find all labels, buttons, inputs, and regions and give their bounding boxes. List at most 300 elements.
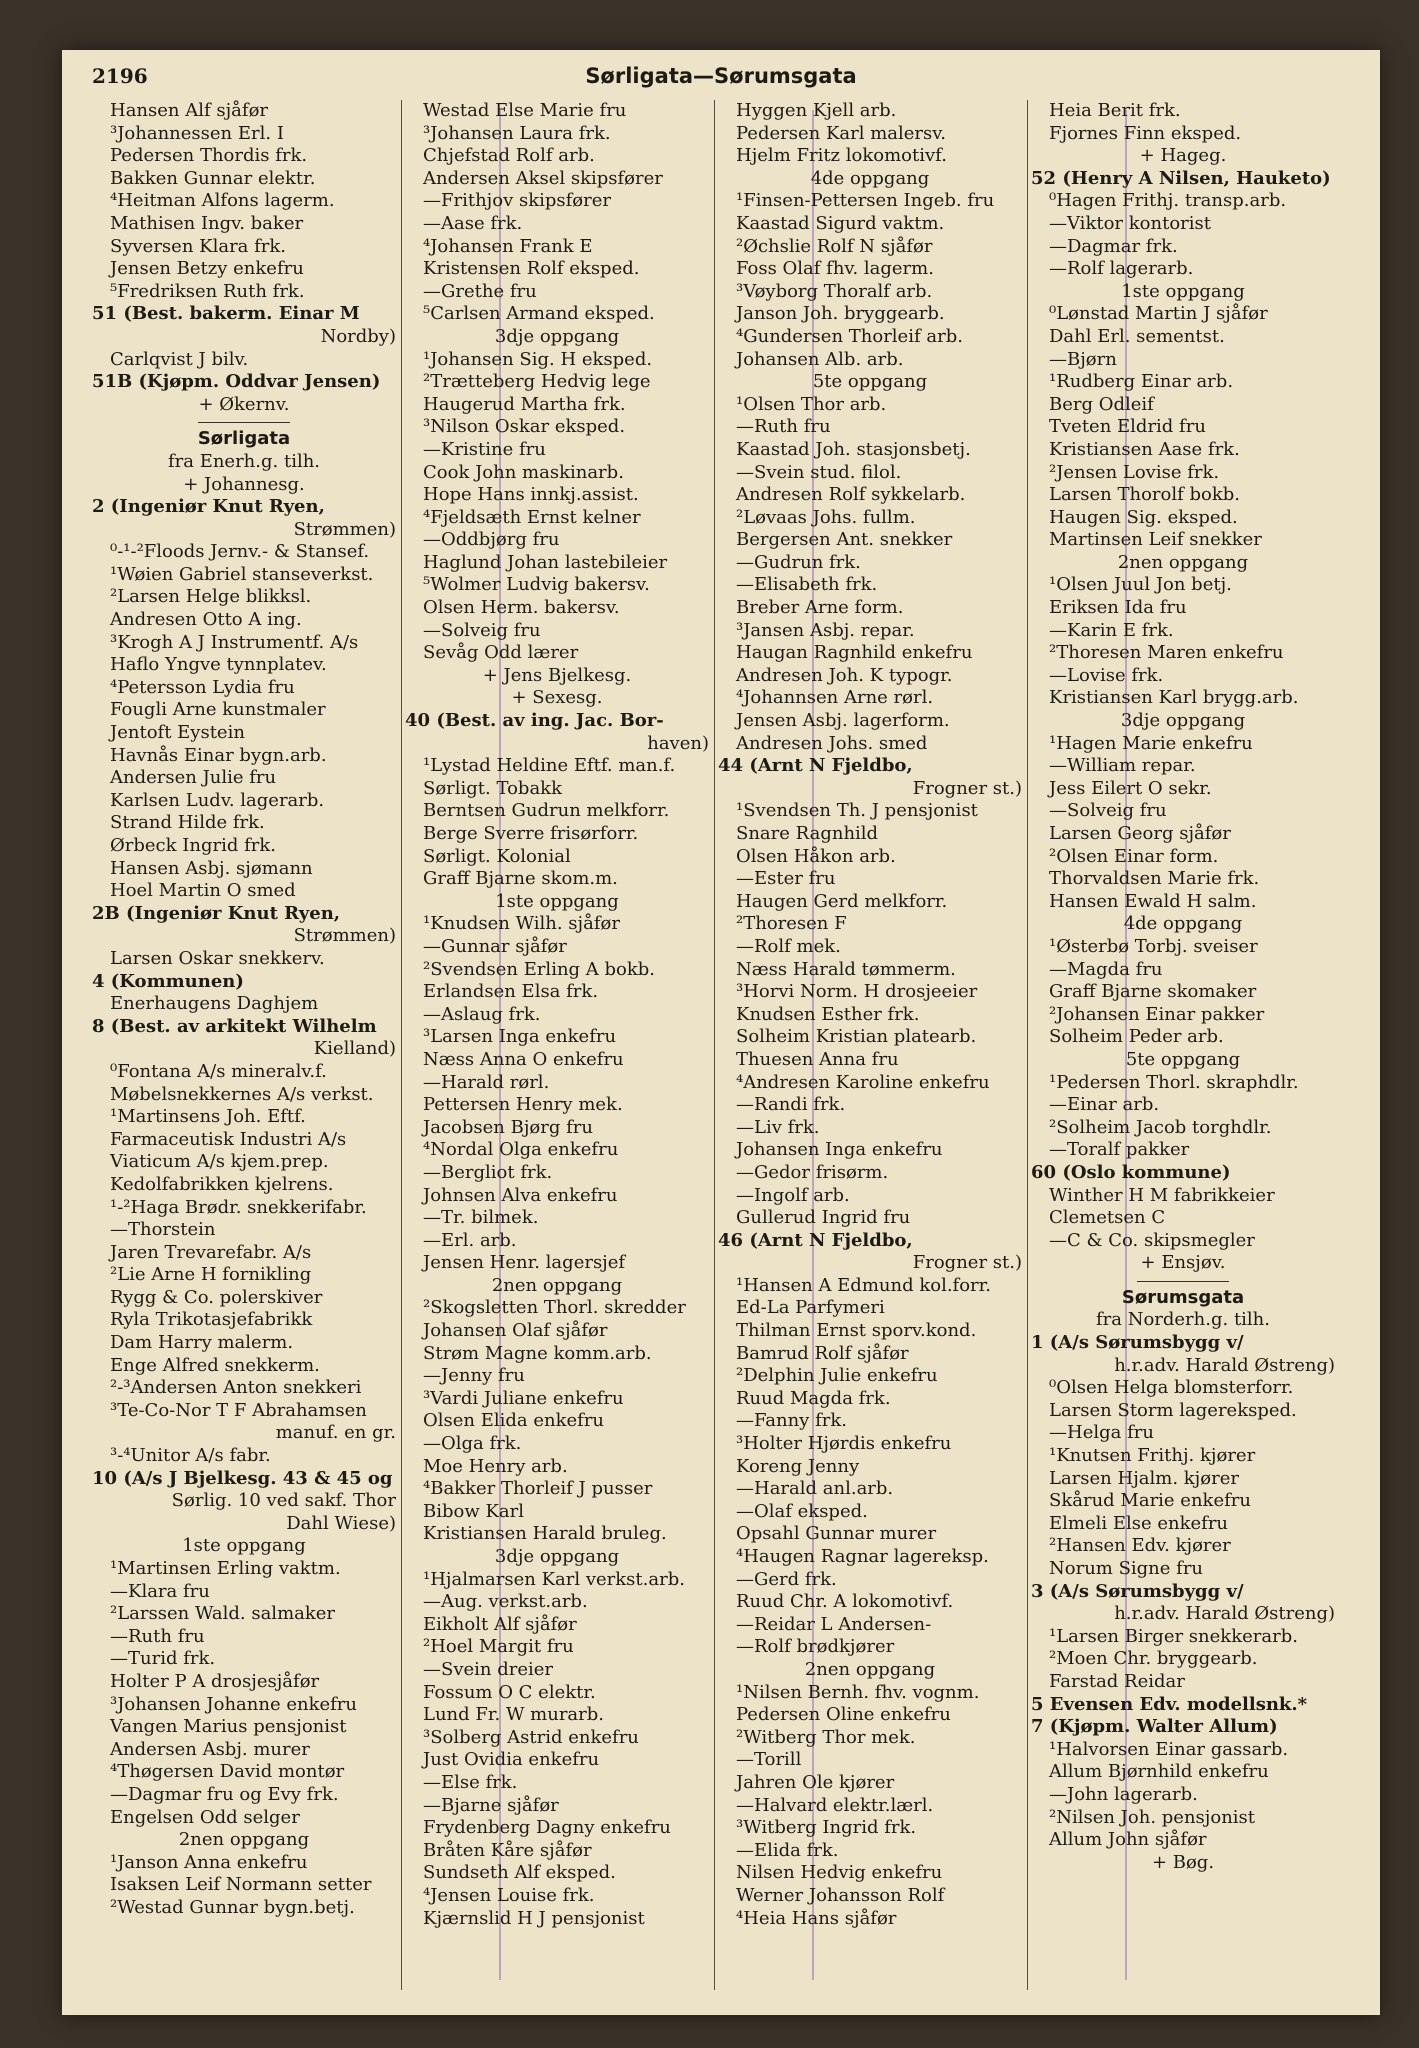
resident-entry: —Svein stud. filol. (736, 461, 902, 483)
resident-entry: Fossum O C elektr. (423, 1681, 596, 1703)
address-entry: 51 (Best. bakerm. Einar M (92, 303, 360, 325)
resident-entry: Hjelm Fritz lokomotivf. (736, 145, 947, 167)
resident-entry: ³Vardi Juliane enkefru (423, 1387, 624, 1409)
resident-entry: —Lovise frk. (1049, 664, 1164, 686)
resident-entry: —William repar. (1049, 755, 1196, 777)
resident-entry: ⁵Wolmer Ludvig bakersv. (423, 574, 650, 596)
resident-entry: Carlqvist J bilv. (110, 348, 249, 370)
resident-entry: Andersen Aksel skipsfører (423, 167, 663, 189)
resident-entry: —Randi frk. (736, 1094, 846, 1116)
resident-entry: —Dagmar fru og Evy frk. (110, 1783, 339, 1805)
resident-entry: Andersen Asbj. murer (110, 1738, 310, 1760)
resident-entry: ³Te-Co-Nor T F Abrahamsen (110, 1399, 367, 1421)
resident-entry: Berg Odleif (1049, 393, 1154, 415)
resident-entry: ²Witberg Thor mek. (736, 1726, 916, 1748)
resident-entry: —Viktor kontorist (1049, 212, 1211, 234)
column-3 (718, 100, 1022, 1930)
resident-entry: Erlandsen Elsa frk. (423, 981, 599, 1003)
resident-entry: —Fanny frk. (736, 1410, 847, 1432)
resident-entry: —Rolf brødkjører (736, 1636, 895, 1658)
floor-heading: 1ste oppgang (495, 890, 619, 912)
resident-entry: Pedersen Thordis frk. (110, 145, 308, 167)
resident-entry: ⁰-¹-²Floods Jernv.- & Stansef. (110, 541, 370, 563)
resident-entry: ¹-²Haga Brødr. snekkerifabr. (110, 1196, 367, 1218)
resident-entry: —C & Co. skipsmegler (1049, 1229, 1255, 1251)
resident-entry: Hansen Asbj. sjømann (110, 857, 313, 879)
resident-entry: ¹Knutsen Frithj. kjører (1049, 1445, 1256, 1467)
resident-entry: Lund Fr. W murarb. (423, 1704, 605, 1726)
resident-entry: Andersen Julie fru (110, 767, 277, 789)
resident-entry: —Else frk. (423, 1771, 518, 1793)
resident-entry: Strand Hilde frk. (110, 812, 265, 834)
resident-entry: —Gedor frisørm. (736, 1161, 889, 1183)
column-divider (1027, 100, 1028, 1990)
address-continuation: manuf. en gr. (275, 1422, 396, 1444)
resident-entry: Martinsen Leif snekker (1049, 529, 1262, 551)
resident-entry: ²Olsen Einar form. (1049, 845, 1219, 867)
floor-heading: 3dje oppgang (1120, 710, 1246, 732)
resident-entry: Nilsen Hedvig enkefru (736, 1862, 943, 1884)
resident-entry: Johansen Olaf sjåfør (423, 1320, 608, 1342)
resident-entry: Jentoft Eystein (110, 722, 245, 744)
column-divider (401, 100, 402, 1990)
address-entry: 3 (A/s Sørumsbygg v/ (1031, 1580, 1244, 1602)
address-entry: 7 (Kjøpm. Walter Allum) (1031, 1716, 1278, 1738)
floor-heading: 1ste oppgang (182, 1535, 306, 1557)
resident-entry: —Gerd frk. (736, 1568, 837, 1590)
resident-entry: Graff Bjarne skomaker (1049, 981, 1257, 1003)
floor-heading: 2nen oppgang (1117, 551, 1249, 573)
resident-entry: ²Trætteberg Hedvig lege (423, 371, 651, 393)
resident-entry: Haugerud Martha frk. (423, 393, 626, 415)
resident-entry: Viaticum A/s kjem.prep. (110, 1151, 329, 1173)
floor-heading: 5te oppgang (812, 371, 928, 393)
resident-entry: ¹Knudsen Wilh. sjåfør (423, 913, 620, 935)
resident-entry: Haflo Yngve tynnplatev. (110, 654, 327, 676)
resident-entry: —Magda fru (1049, 958, 1163, 980)
resident-entry: ²Thoresen F (736, 913, 847, 935)
resident-entry: Hyggen Kjell arb. (736, 100, 897, 121)
resident-entry: Larsen Georg sjåfør (1049, 823, 1231, 844)
resident-entry: ⁰Hagen Frithj. transp.arb. (1049, 190, 1287, 212)
resident-entry: Enerhaugens Daghjem (110, 993, 319, 1015)
resident-entry: Kedolfabrikken kjelrens. (110, 1173, 334, 1195)
resident-entry: Snare Ragnhild (736, 823, 879, 844)
resident-entry: Næss Harald tømmerm. (736, 958, 956, 980)
resident-entry: Fjornes Finn eksped. (1049, 122, 1242, 144)
resident-entry: —Aslaug frk. (423, 1003, 541, 1025)
resident-entry: Havnås Einar bygn.arb. (110, 744, 327, 766)
resident-entry: —Liv frk. (736, 1116, 820, 1138)
cross-street: + Økernv. (198, 393, 290, 415)
resident-entry: Skårud Marie enkefru (1049, 1490, 1251, 1512)
resident-entry: Ruud Magda frk. (736, 1387, 891, 1409)
floor-heading: 3dje oppgang (494, 325, 620, 347)
resident-entry: —Ester fru (736, 868, 836, 890)
resident-entry: Haugen Sig. eksped. (1049, 506, 1238, 528)
resident-entry: ³Witberg Ingrid frk. (736, 1817, 917, 1839)
resident-entry: —Bergliot frk. (423, 1161, 553, 1183)
resident-entry: —Harald rørl. (423, 1071, 550, 1093)
resident-entry: ¹Martinsen Erling vaktm. (110, 1558, 341, 1579)
resident-entry: ³Nilson Oskar eksped. (423, 416, 626, 438)
resident-entry: Eikholt Alf sjåfør (423, 1613, 577, 1635)
resident-entry: Kristiansen Karl brygg.arb. (1049, 687, 1299, 709)
resident-entry: —Oddbjørg fru (423, 529, 560, 551)
address-entry: 40 (Best. av ing. Jac. Bor- (405, 710, 664, 732)
resident-entry: Holter P A drosjesjåfør (110, 1670, 320, 1692)
column-2 (405, 100, 709, 1930)
address-continuation: Sørlig. 10 ved sakf. Thor (171, 1490, 396, 1512)
resident-entry: ²Svendsen Erling A bokb. (423, 958, 656, 980)
resident-entry: ¹Johansen Sig. H eksped. (423, 348, 653, 370)
resident-entry: Knudsen Esther frk. (736, 1003, 920, 1025)
resident-entry: Haugen Gerd melkforr. (736, 890, 948, 912)
resident-entry: Breber Arne form. (736, 597, 904, 619)
resident-entry: —Ingolf arb. (736, 1184, 850, 1206)
address-continuation: h.r.adv. Harald Østreng) (1114, 1354, 1335, 1376)
cross-street: + Jens Bjelkesg. (482, 664, 632, 686)
cross-street: + Johannesg. (183, 473, 305, 495)
address-entry: 2B (Ingeniør Knut Ryen, (92, 902, 341, 924)
address-continuation: Frogner st.) (912, 777, 1022, 799)
resident-entry: Johnsen Alva enkefru (423, 1184, 618, 1206)
resident-entry: ¹Hansen A Edmund kol.forr. (736, 1274, 991, 1296)
address-continuation: Kielland) (313, 1038, 396, 1060)
resident-entry: Larsen Storm lagereksped. (1049, 1399, 1297, 1421)
resident-entry: Isaksen Leif Normann setter (110, 1874, 372, 1896)
resident-entry: Bamrud Rolf sjåfør (736, 1342, 909, 1364)
resident-entry: Kaastad Joh. stasjonsbetj. (736, 438, 971, 460)
resident-entry: Bakken Gunnar elektr. (110, 167, 316, 189)
resident-entry: —Ruth fru (110, 1625, 205, 1647)
address-entry: 44 (Arnt N Fjeldbo, (718, 755, 913, 777)
address-continuation: Strømmen) (293, 518, 396, 540)
resident-entry: ⁰Olsen Helga blomsterforr. (1049, 1377, 1294, 1399)
resident-entry: ²Thoresen Maren enkefru (1049, 642, 1284, 664)
resident-entry: Strøm Magne komm.arb. (423, 1342, 652, 1364)
resident-entry: ³Larsen Inga enkefru (423, 1026, 617, 1048)
resident-entry: Werner Johansson Rolf (736, 1884, 945, 1906)
resident-entry: ¹Wøien Gabriel stanseverkst. (110, 563, 374, 585)
resident-entry: Ørbeck Ingrid frk. (110, 835, 276, 856)
resident-entry: Jahren Ole kjører (736, 1771, 895, 1793)
resident-entry: Andresen Johs. smed (736, 732, 928, 754)
resident-entry: Bergersen Ant. snekker (736, 529, 953, 551)
resident-entry: Thorvaldsen Marie frk. (1049, 868, 1260, 890)
resident-entry: Sørligt. Tobakk (423, 777, 562, 799)
resident-entry: ¹Janson Anna enkefru (110, 1851, 308, 1873)
resident-entry: ¹Larsen Birger snekkerarb. (1049, 1625, 1298, 1647)
resident-entry: Foss Olaf fhv. lagerm. (736, 258, 934, 280)
resident-entry: Farmaceutisk Industri A/s (110, 1128, 347, 1150)
cross-street: + Sexesg. (511, 687, 603, 709)
resident-entry: ⁴Fjeldsæth Ernst kelner (423, 506, 641, 528)
resident-entry: ¹Svendsen Th. J pensjonist (736, 800, 978, 822)
resident-entry: Chjefstad Rolf arb. (423, 145, 595, 167)
resident-entry: Opsahl Gunnar murer (736, 1523, 937, 1545)
resident-entry: ⁰Fontana A/s mineralv.f. (110, 1060, 327, 1082)
resident-entry: Jacobsen Bjørg fru (423, 1116, 593, 1138)
floor-heading: 3dje oppgang (494, 1546, 620, 1567)
resident-entry: Jensen Henr. lagersjef (423, 1252, 626, 1274)
resident-entry: Eriksen Ida fru (1049, 597, 1187, 619)
resident-entry: ⁴Heia Hans sjåfør (736, 1907, 897, 1929)
resident-entry: —Gudrun frk. (736, 551, 861, 573)
resident-entry: ¹Hagen Marie enkefru (1049, 732, 1253, 754)
resident-entry: ¹Halvorsen Einar gassarb. (1049, 1738, 1289, 1760)
resident-entry: —Dagmar frk. (1049, 235, 1178, 257)
address-entry: 46 (Arnt N Fjeldbo, (718, 1229, 913, 1251)
resident-entry: ²-³Andersen Anton snekkeri (110, 1377, 362, 1399)
resident-entry: ⁴Johannsen Arne rørl. (736, 687, 934, 709)
street-heading: Sørligata (197, 428, 291, 450)
floor-heading: 2nen oppgang (491, 1274, 623, 1296)
resident-entry: ³Vøyborg Thoralf arb. (736, 280, 933, 302)
resident-entry: ¹Østerbø Torbj. sveiser (1049, 935, 1258, 957)
street-heading: Sørumsgata (1121, 1286, 1245, 1308)
resident-entry: ³-⁴Unitor A/s fabr. (110, 1445, 271, 1467)
resident-entry: —Helga fru (1049, 1422, 1154, 1444)
floor-heading: 2nen oppgang (178, 1829, 310, 1851)
floor-heading: 4de oppgang (1123, 913, 1243, 935)
resident-entry: —Olaf eksped. (736, 1500, 868, 1522)
resident-entry: —Tr. bilmek. (423, 1207, 539, 1229)
page-title: Sørligata—Sørumsgata (585, 64, 857, 88)
resident-entry: ¹Lystad Heldine Eftf. man.f. (423, 755, 676, 777)
address-entry: 5 Evensen Edv. modellsnk.* (1031, 1693, 1308, 1715)
resident-entry: Pedersen Karl malersv. (736, 122, 947, 144)
address-continuation: h.r.adv. Harald Østreng) (1114, 1603, 1335, 1625)
resident-entry: —Bjarne sjåfør (423, 1794, 559, 1816)
resident-entry: Kristiansen Aase frk. (1049, 438, 1240, 460)
resident-entry: —Turid frk. (110, 1648, 216, 1670)
resident-entry: Larsen Hjalm. kjører (1049, 1467, 1239, 1489)
resident-entry: Berntsen Gudrun melkforr. (423, 800, 670, 822)
resident-entry: Cook John maskinarb. (423, 461, 624, 483)
resident-entry: Kaastad Sigurd vaktm. (736, 212, 945, 234)
resident-entry: Syversen Klara frk. (110, 235, 287, 257)
resident-entry: ⁴Bakker Thorleif J pusser (423, 1478, 653, 1500)
cross-street: + Bøg. (1151, 1851, 1215, 1873)
resident-entry: Olsen Elida enkefru (423, 1410, 605, 1432)
address-entry: 10 (A/s J Bjelkesg. 43 & 45 og (92, 1467, 393, 1489)
resident-entry: Jaren Trevarefabr. A/s (110, 1241, 312, 1263)
floor-heading: fra Norderh.g. tilh. (1095, 1309, 1271, 1331)
resident-entry: ¹Finsen-Pettersen Ingeb. fru (736, 190, 995, 212)
cross-street: + Ensjøv. (1140, 1252, 1226, 1274)
resident-entry: Larsen Thorolf bokb. (1049, 484, 1241, 506)
resident-entry: ⁴Jensen Louise frk. (423, 1884, 595, 1906)
resident-entry: Frydenberg Dagny enkefru (423, 1817, 671, 1839)
resident-entry: ⁴Andresen Karoline enkefru (736, 1071, 990, 1093)
resident-entry: ⁵Fredriksen Ruth frk. (110, 280, 305, 302)
resident-entry: —Einar arb. (1049, 1094, 1160, 1116)
column-divider (714, 100, 715, 1990)
resident-entry: —Gunnar sjåfør (423, 935, 567, 957)
resident-entry: —Solveig fru (1049, 800, 1167, 822)
resident-entry: ³Johannessen Erl. I (110, 122, 284, 144)
resident-entry: Fougli Arne kunstmaler (110, 699, 326, 721)
resident-entry: ²Nilsen Joh. pensjonist (1049, 1806, 1256, 1828)
resident-entry: Hansen Alf sjåfør (110, 100, 269, 121)
resident-entry: —Frithjov skipsfører (423, 190, 612, 212)
resident-entry: ¹Hjalmarsen Karl verkst.arb. (423, 1568, 685, 1590)
address-continuation: Frogner st.) (912, 1252, 1022, 1274)
resident-entry: —Svein dreier (423, 1658, 554, 1680)
resident-entry: Norum Signe fru (1049, 1558, 1204, 1579)
address-continuation: haven) (647, 732, 709, 754)
resident-entry: —Kristine fru (423, 438, 546, 460)
resident-entry: ¹Rudberg Einar arb. (1049, 371, 1234, 393)
resident-entry: Enge Alfred snekkerm. (110, 1354, 320, 1376)
resident-entry: —Ruth fru (736, 416, 831, 438)
resident-entry: ²Øchslie Rolf N sjåfør (736, 235, 933, 257)
resident-entry: ²Johansen Einar pakker (1049, 1003, 1265, 1025)
resident-entry: ³Johansen Laura frk. (423, 122, 611, 144)
resident-entry: ³Horvi Norm. H drosjeeier (736, 981, 978, 1003)
resident-entry: —Rolf lagerarb. (1049, 258, 1194, 280)
resident-entry: Kristensen Rolf eksped. (423, 258, 640, 280)
resident-entry: —Aug. verkst.arb. (423, 1591, 588, 1613)
address-entry: 1 (A/s Sørumsbygg v/ (1031, 1332, 1244, 1354)
resident-entry: Dam Harry malerm. (110, 1332, 294, 1354)
resident-entry: —Reidar L Andersen- (736, 1613, 932, 1635)
resident-entry: Mathisen Ingv. baker (110, 212, 304, 234)
resident-entry: Hansen Ewald H salm. (1049, 890, 1257, 912)
resident-entry: Møbelsnekkernes A/s verkst. (110, 1083, 374, 1105)
resident-entry: ¹Pedersen Thorl. skraphdlr. (1049, 1071, 1299, 1093)
resident-entry: ²Løvaas Johs. fullm. (736, 506, 916, 528)
resident-entry: —Klara fru (110, 1580, 210, 1602)
column-1 (92, 100, 396, 1920)
resident-entry: Karlsen Ludv. lagerarb. (110, 789, 325, 811)
resident-entry: —Bjørn (1049, 348, 1117, 370)
resident-entry: —Solveig fru (423, 619, 541, 641)
resident-entry: Næss Anna O enkefru (423, 1048, 624, 1070)
resident-entry: Pettersen Henry mek. (423, 1094, 623, 1116)
resident-entry: ²Jensen Lovise frk. (1049, 461, 1220, 483)
resident-entry: Johansen Alb. arb. (736, 348, 904, 370)
resident-entry: Just Ovidia enkefru (423, 1749, 600, 1771)
resident-entry: ¹Olsen Thor arb. (736, 393, 887, 415)
resident-entry: Berge Sverre frisørforr. (423, 823, 639, 844)
address-entry: 52 (Henry A Nilsen, Hauketo) (1031, 167, 1331, 189)
resident-entry: Thuesen Anna fru (736, 1048, 899, 1070)
resident-entry: —Erl. arb. (423, 1229, 517, 1251)
resident-entry: Sundseth Alf eksped. (423, 1862, 616, 1884)
resident-entry: ⁰Lønstad Martin J sjåfør (1049, 303, 1268, 325)
resident-entry: Clemetsen C (1049, 1207, 1166, 1229)
resident-entry: Pedersen Oline enkefru (736, 1704, 951, 1726)
resident-entry: ²Westad Gunnar bygn.betj. (110, 1896, 355, 1918)
resident-entry: —Halvard elektr.lærl. (736, 1794, 934, 1816)
address-entry: 8 (Best. av arkitekt Wilhelm (92, 1015, 377, 1037)
resident-entry: —Karin E frk. (1049, 619, 1174, 641)
resident-entry: ²Moen Chr. bryggearb. (1049, 1648, 1258, 1670)
floor-heading: 4de oppgang (810, 167, 930, 189)
directory-page (62, 50, 1380, 2015)
resident-entry: Dahl Erl. sementst. (1049, 325, 1225, 347)
resident-entry: ²Larsen Helge blikksl. (110, 586, 312, 608)
resident-entry: ³Jansen Asbj. repar. (736, 619, 915, 641)
resident-entry: Thilman Ernst sporv.kond. (736, 1320, 977, 1342)
address-continuation: Dahl Wiese) (286, 1512, 396, 1534)
resident-entry: Haglund Johan lastebileier (423, 551, 668, 573)
resident-entry: ²Larssen Wald. salmaker (110, 1603, 336, 1625)
resident-entry: ²Delphin Julie enkefru (736, 1365, 938, 1387)
resident-entry: Heia Berit frk. (1049, 100, 1181, 121)
resident-entry: Ruud Chr. A lokomotivf. (736, 1591, 954, 1613)
resident-entry: Ed-La Parfymeri (736, 1297, 885, 1319)
resident-entry: Sørligt. Kolonial (423, 845, 571, 867)
resident-entry: ¹Martinsens Joh. Eftf. (110, 1106, 306, 1128)
resident-entry: Hope Hans innkj.assist. (423, 484, 639, 506)
resident-entry: Olsen Håkon arb. (736, 845, 896, 867)
resident-entry: ⁴Johansen Frank E (423, 235, 593, 257)
resident-entry: Janson Joh. bryggearb. (736, 303, 945, 325)
column-4 (1031, 100, 1335, 1874)
resident-entry: Johansen Inga enkefru (736, 1139, 943, 1161)
resident-entry: ⁴Thøgersen David montør (110, 1761, 345, 1783)
cross-street: + Hageg. (1139, 145, 1227, 167)
resident-entry: Engelsen Odd selger (110, 1806, 300, 1828)
resident-entry: Solheim Kristian platearb. (736, 1026, 977, 1048)
resident-entry: ³Krogh A J Instrumentf. A/s (110, 631, 359, 653)
resident-entry: Andresen Otto A ing. (110, 609, 302, 631)
resident-entry: Kristiansen Harald bruleg. (423, 1523, 667, 1545)
resident-entry: —Torill (736, 1749, 802, 1771)
resident-entry: Bibow Karl (423, 1500, 525, 1522)
resident-entry: Winther H M fabrikkeier (1049, 1184, 1275, 1206)
resident-entry: ³Solberg Astrid enkefru (423, 1726, 639, 1748)
resident-entry: Hoel Martin O smed (110, 880, 296, 902)
resident-entry: Olsen Herm. bakersv. (423, 597, 620, 619)
address-entry: 51B (Kjøpm. Oddvar Jensen) (92, 371, 381, 393)
resident-entry: ²Lie Arne H fornikling (110, 1264, 312, 1286)
resident-entry: Koreng Jenny (736, 1455, 860, 1477)
resident-entry: ⁴Heitman Alfons lagerm. (110, 190, 335, 212)
resident-entry: Rygg & Co. polerskiver (110, 1286, 323, 1308)
resident-entry: ⁴Nordal Olga enkefru (423, 1139, 619, 1161)
resident-entry: ²Skogsletten Thorl. skredder (423, 1297, 686, 1319)
resident-entry: Jess Eilert O sekr. (1049, 777, 1212, 799)
resident-entry: Bråten Kåre sjåfør (423, 1839, 592, 1861)
resident-entry: ¹Olsen Juul Jon betj. (1049, 574, 1232, 596)
address-entry: 60 (Oslo kommune) (1031, 1161, 1231, 1183)
floor-heading: 5te oppgang (1125, 1048, 1241, 1070)
resident-entry: —Aase frk. (423, 212, 523, 234)
section-rule (92, 416, 396, 428)
resident-entry: Westad Else Marie fru (423, 100, 627, 121)
resident-entry: —John lagerarb. (1049, 1783, 1198, 1805)
resident-entry: ³Johansen Johanne enkefru (110, 1693, 357, 1715)
resident-entry: Moe Henry arb. (423, 1455, 568, 1477)
resident-entry: Andresen Rolf sykkelarb. (736, 484, 966, 506)
resident-entry: —Rolf mek. (736, 935, 841, 957)
floor-heading: 2nen oppgang (804, 1658, 936, 1680)
resident-entry: Graff Bjarne skom.m. (423, 868, 618, 890)
resident-entry: ⁴Petersson Lydia fru (110, 676, 295, 698)
resident-entry: —Grethe fru (423, 280, 537, 302)
resident-entry: —Olga frk. (423, 1433, 522, 1455)
resident-entry: Larsen Oskar snekkerv. (110, 947, 325, 969)
resident-entry: Tveten Eldrid fru (1049, 416, 1206, 438)
address-entry: 4 (Kommunen) (92, 970, 244, 992)
resident-entry: ⁵Carlsen Armand eksped. (423, 303, 655, 325)
resident-entry: Jensen Asbj. lagerform. (736, 710, 950, 732)
resident-entry: Vangen Marius pensjonist (110, 1716, 347, 1738)
